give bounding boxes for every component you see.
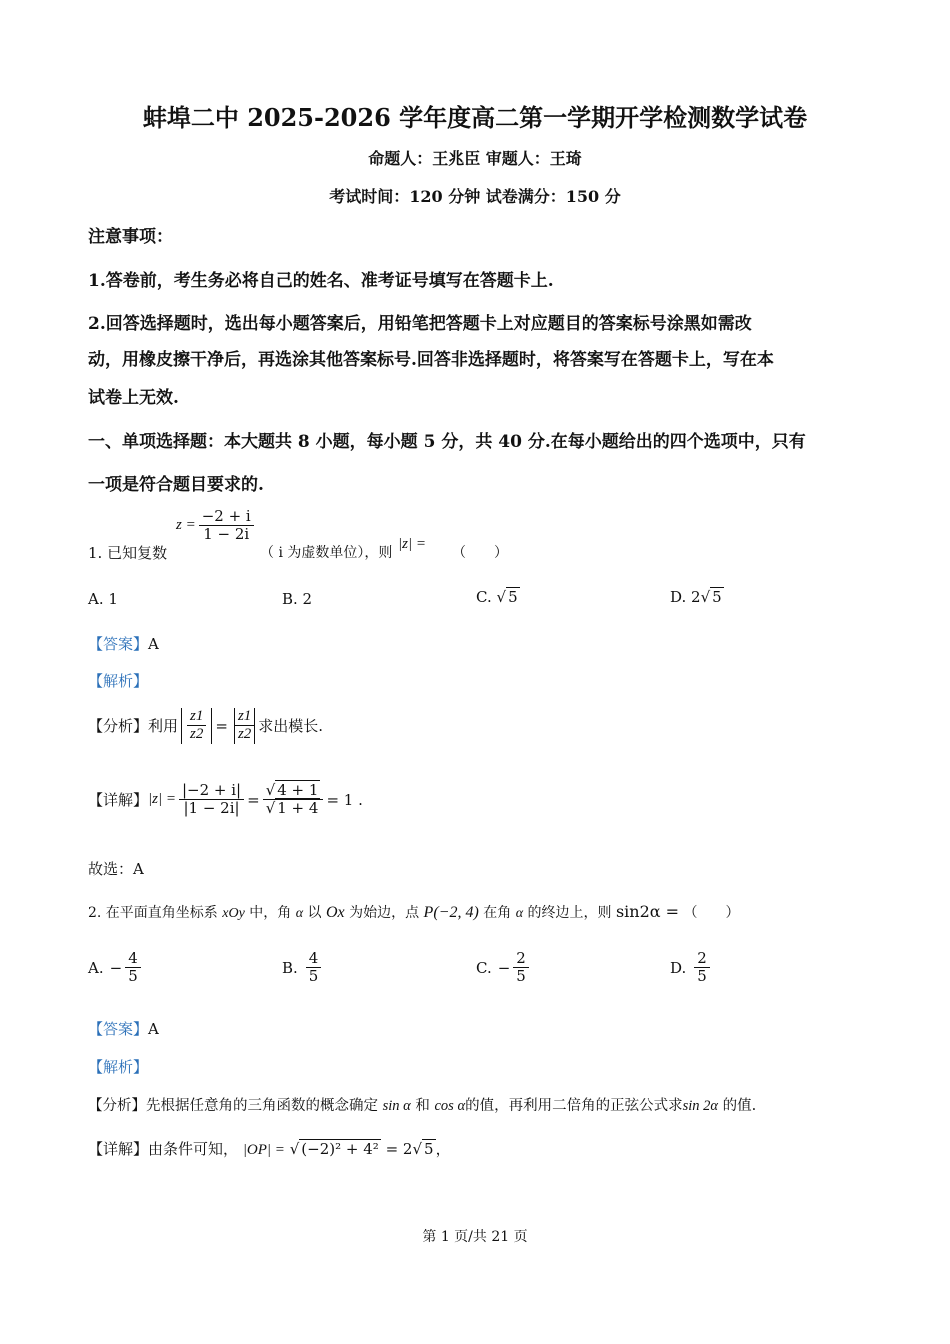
q2-option-b-label: B. [282,958,298,977]
section-heading-line-2: 一项是符合题目要求的. [88,475,264,495]
q2-option-d-num: 2 [694,950,710,968]
q1-choose: 故选：A [88,860,144,878]
q1-option-d-coef: 2 [691,588,701,606]
q2-option-b [282,950,324,986]
q2-xiangjie-tag: 【详解】 [88,1140,149,1158]
q1-fenxi-z1: z1 [187,708,206,726]
q2-cos-alpha: cos α [434,1098,466,1114]
q1-fenxi-z2: z2 [190,726,204,743]
q1-middle: （ i 为虚数单位），则 [260,545,393,561]
q1-fenxi-post: 求出模长. [258,717,324,736]
q2-alpha: α [295,906,304,921]
q1-numerator: −2 + i [199,508,254,526]
q2-option-c-sign: − [497,958,511,977]
q2-detail-op: |OP| = [242,1142,285,1158]
equals-sign: = [215,716,228,735]
q1-detail-frac2: $\frac{√ 4 + 1}{√ 1 + 4}$ [263,782,324,818]
q1-fenxi-z2-abs: z2 [234,726,255,743]
q1-option-b: B. 2 [282,590,313,608]
q2-analysis-tag: 【解析】 [88,1058,149,1076]
sqrt-icon: √ [496,588,507,606]
q2-xoy: xOy [222,906,245,921]
q2-prefix: 2. 在平面直角坐标系 [88,905,218,921]
q1-analysis-tag: 【解析】 [88,672,149,690]
q2-option-d-label: D. [670,958,687,977]
q2-stem [88,902,740,922]
equals-sign: = [247,790,260,809]
q2-sin-alpha: sin α [382,1098,411,1114]
q2-option-c-label: C. [476,958,492,977]
q2-mid2: 以 [307,905,322,921]
q2-mid5: 的终边上，则 [527,905,612,921]
q2-option-c-den: 5 [516,967,526,986]
q1-fenxi-z1-abs: z1 [234,708,255,726]
q2-option-c-num: 2 [513,950,529,968]
q2-mid3: 为始边，点 [349,905,420,921]
q1-detail-result: = 1 . [326,790,363,809]
page-number: 第 1 页/共 21 页 [422,1229,528,1245]
q1-blank: （ ） [452,545,508,561]
q1-answer-value: A [148,635,159,653]
q1-fenxi-abs-frac [181,708,212,744]
q1-fenxi-frac1 [187,708,206,744]
q1-abs-z: |z| = [398,536,426,552]
notes-heading: 注意事项： [88,227,173,247]
q2-detail-end: ， [435,1140,451,1158]
q2-answer-value: A [148,1020,159,1038]
note-item-1: 1.答卷前，考生务必将自己的姓名、准考证号填写在答题卡上. [88,271,554,291]
q1-option-a: A. 1 [88,590,118,608]
q2-option-c [476,950,532,986]
note-item-2-line-3: 试卷上无效. [88,388,179,408]
q2-option-b-num: 4 [306,950,322,968]
note-item-2-line-2: 动，用橡皮擦干净后，再选涂其他答案标号.回答非选择题时，将答案写在答题卡上，写在本 [88,350,774,370]
q1-prefix: 1. 已知复数 [88,544,168,562]
q2-sin-2alpha: sin 2α [682,1098,718,1114]
q2-blank: （ ） [683,905,740,921]
exam-info: 考试时间：120 分钟 试卷满分：150 分 [329,187,621,206]
q1-denominator: 1 − 2i [203,525,250,544]
q2-detail-eq: = 2 [385,1140,413,1158]
q1-detail-den: |1 − 2i| [183,799,240,818]
q1-fenxi [88,708,323,744]
q2-detail [88,1138,451,1159]
q1-option-c-label: C. [476,588,492,606]
q1-formula [176,508,257,544]
sqrt-icon: √ [700,588,711,606]
sqrt-icon: √ [412,1140,423,1158]
q2-fenxi-tag: 【分析】 [88,1098,146,1114]
q1-option-d [670,588,724,606]
authors: 命题人：王兆臣 审题人：王琦 [368,149,582,168]
note-item-2-line-1: 2.回答选择题时，选出每小题答案后，用铅笔把答题卡上对应题目的答案标号涂黑如需改 [88,314,752,334]
q1-fraction [199,508,254,544]
section-heading-line-1: 一、单项选择题：本大题共 8 小题，每小题 5 分，共 40 分.在每小题给出的四个选项中，只有 [88,432,806,452]
q2-answer-tag: 【答案】 [88,1020,149,1038]
q1-fenxi-frac2 [234,708,255,744]
q1-option-d-value: 5 [712,588,722,606]
q2-detail-val: 5 [424,1140,434,1158]
q2-mid4: 在角 [483,905,512,921]
q1-option-c-value: 5 [508,588,518,606]
sqrt-icon: √ [289,1140,300,1158]
q2-ox: Ox [325,904,345,921]
q2-detail-radicand: (−2)² + 4² [301,1140,379,1158]
q2-option-d-den: 5 [697,967,707,986]
q2-fenxi-b: 和 [415,1098,430,1114]
q2-fenxi-c: 的值，再利用二倍角的正弦公式求 [465,1098,683,1114]
q2-option-a-num: 4 [125,950,141,968]
q1-detail [88,782,363,818]
q1-fenxi-pre: 利用 [148,717,179,736]
q1-xiangjie-tag: 【详解】 [88,791,149,810]
q2-option-a-label: A. [88,958,104,977]
q2-option-a-den: 5 [128,967,138,986]
q2-option-b-den: 5 [308,967,319,986]
q1-detail-den2: 1 + 4 [277,799,319,818]
q1-detail-num: |−2 + i| [179,782,244,800]
q2-point: P(−2, 4) [423,904,479,921]
q2-option-a [88,950,144,986]
q2-option-d [670,950,713,986]
page-title: 蚌埠二中 2025-2026 学年度高二第一学期开学检测数学试卷 [142,103,808,132]
q2-detail-pre: 由条件可知， [148,1140,239,1158]
q2-fenxi-a: 先根据任意角的三角函数的概念确定 [146,1098,378,1114]
q1-detail-num2: 4 + 1 [277,781,319,799]
q2-target: sin2α = [615,902,680,921]
q1-answer-tag: 【答案】 [88,635,149,653]
q1-answer [88,633,159,654]
q1-option-c [476,588,520,606]
q1-detail-lhs: |z| = [148,791,176,808]
q1-option-d-label: D. [670,588,687,606]
q2-fenxi [88,1094,756,1115]
q2-mid1: 中，角 [249,905,292,921]
q1-fenxi-tag: 【分析】 [88,717,149,736]
q1-z-eq: z = [176,517,196,534]
q1-detail-frac1 [179,782,244,818]
q2-option-a-sign: − [109,958,123,977]
q2-answer [88,1018,159,1039]
q2-alpha-2: α [515,906,524,921]
q2-fenxi-d: 的值. [722,1098,757,1114]
